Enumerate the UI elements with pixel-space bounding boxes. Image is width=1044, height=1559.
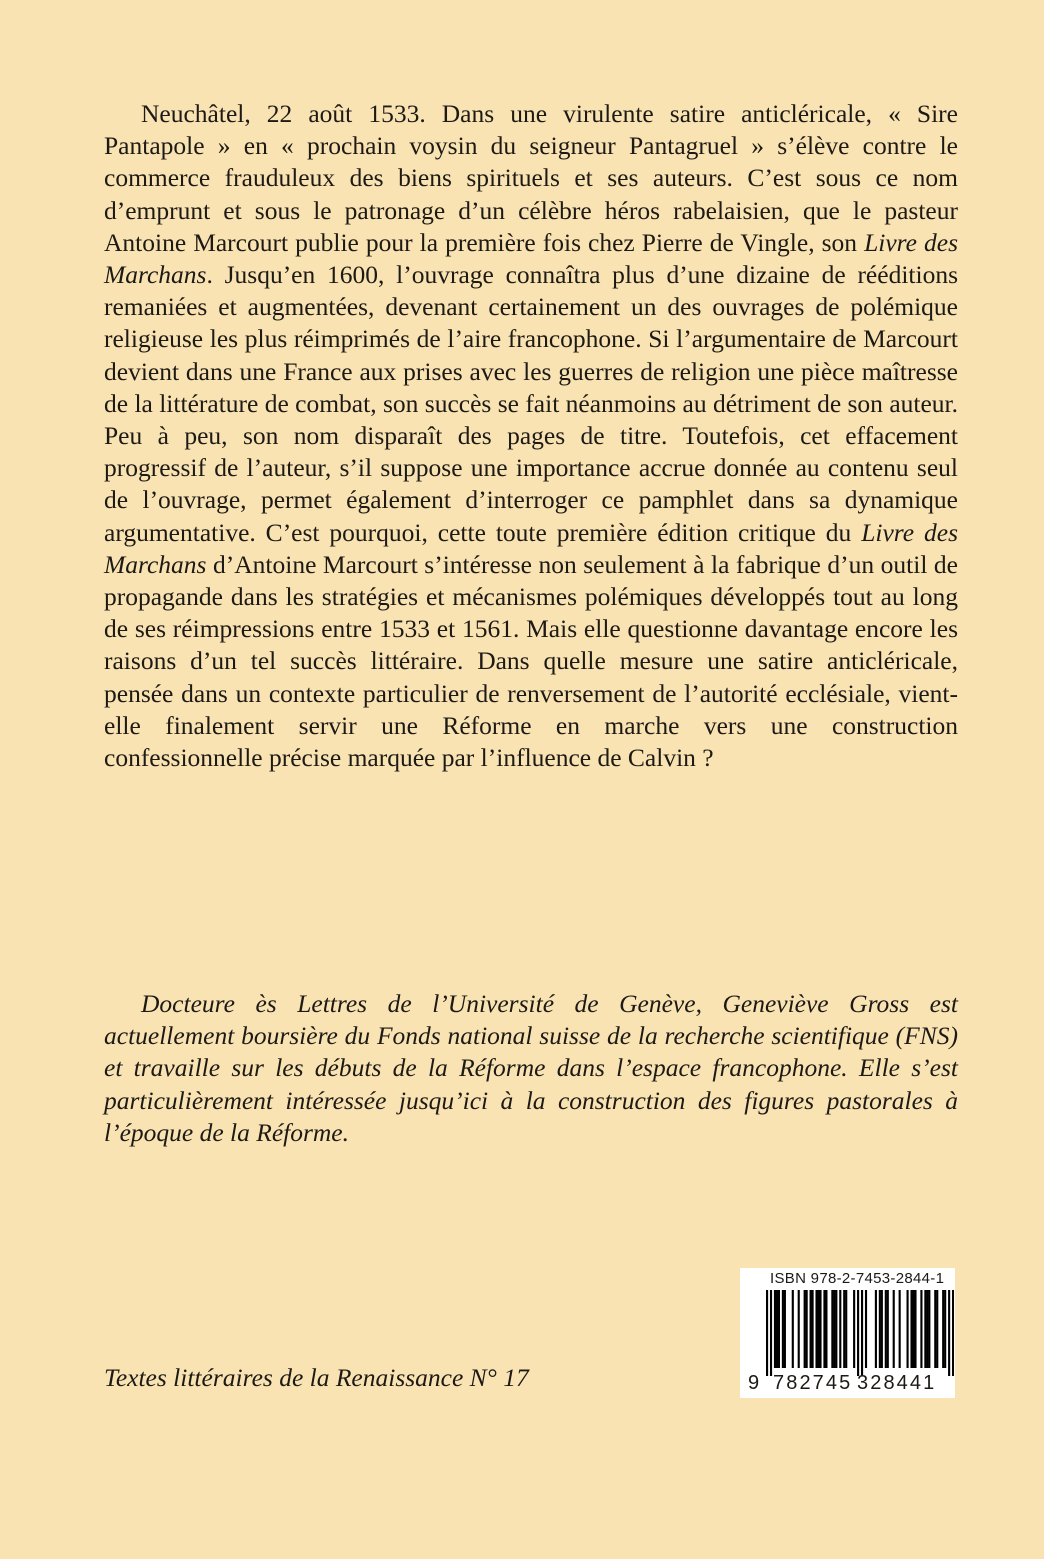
barcode-bar — [845, 1290, 847, 1368]
barcode-bar — [831, 1290, 833, 1368]
barcode-guard-bar — [952, 1290, 954, 1376]
barcode-bar — [782, 1290, 784, 1368]
ean-right-group: 328441 — [857, 1372, 937, 1394]
barcode-guard-bar — [857, 1290, 859, 1376]
barcode-bar — [879, 1290, 881, 1368]
barcode-bar — [792, 1290, 794, 1368]
barcode-bar — [936, 1290, 938, 1368]
barcode-bar — [825, 1290, 827, 1368]
barcode-bar — [912, 1290, 914, 1368]
book-title-1: Livre des Marchans — [104, 227, 959, 290]
summary-text-1: Neuchâtel, 22 août 1533. Dans une virulente satire anticléricale, « Sire Pantapole » en « prochain voysin du seigneur Pantagruel » s’élève contre le commerce frauduleux des biens spirituels et ses auteurs. C’est sous ce nom d’emprunt et sous le patronage d’un célèbre héros rabelaisien, que le pasteur Antoine Marcourt publie pour la première fois chez Pierre de Vingle, son — [104, 99, 958, 257]
barcode-bar — [910, 1290, 912, 1368]
barcode-bar — [875, 1290, 877, 1368]
barcode-bar — [893, 1290, 895, 1368]
book-summary — [104, 98, 958, 774]
barcode-bar — [784, 1290, 786, 1368]
isbn-barcode — [740, 1268, 955, 1398]
barcode-guard-bar — [770, 1290, 772, 1376]
barcode-bar — [853, 1290, 855, 1368]
barcode-bar — [843, 1290, 845, 1368]
barcode-bar — [817, 1290, 819, 1368]
barcode-guard-bar — [766, 1290, 768, 1376]
ean-first-digit: 9 — [748, 1372, 760, 1394]
ean-digits — [740, 1371, 955, 1395]
barcode-bar — [839, 1290, 841, 1368]
barcode-bar — [885, 1290, 887, 1368]
barcode-bar — [806, 1290, 808, 1368]
barcode-bars — [766, 1290, 954, 1376]
barcode-bar — [899, 1290, 901, 1368]
barcode-bar — [944, 1290, 946, 1368]
ean-left-group: 782745 — [773, 1372, 853, 1394]
book-title-2: Livre des Marchans — [104, 517, 959, 579]
barcode-bar — [907, 1290, 909, 1368]
barcode-bar — [833, 1290, 835, 1368]
barcode-guard-bar — [861, 1290, 863, 1376]
barcode-bar — [774, 1290, 776, 1368]
barcode-bar — [887, 1290, 889, 1368]
barcode-bar — [942, 1290, 944, 1368]
barcode-bar — [934, 1290, 936, 1368]
summary-text-2: . Jusqu’en 1600, l’ouvrage connaîtra plus d’une dizaine de rééditions remaniées et augmentées, devenant certainement un des ouvrages de polémique religieuse les plus réimprimés de l’aire francophone. Si l’argumentaire de Marcourt devient dans une France aux prises avec les guerres de religion une pièce maîtresse de la littérature de combat, son succès se fait néanmoins au détriment de son auteur. Peu à peu, son nom disparaît des pages de titre. Toutefois, cet effacement progressif de l’auteur, s’il suppose une importance accrue donnée au contenu seul de l’ouvrage, permet également d’interroger ce pamphlet dans sa dynamique argumentative. C’est pourquoi, cette toute première édition critique du — [104, 260, 958, 547]
barcode-guard-bar — [948, 1290, 950, 1376]
barcode-bar — [926, 1290, 928, 1368]
author-bio: Docteure ès Lettres de l’Université de Genève, Geneviève Gross est actuellement boursière du Fonds national suisse de la recherche scientifique (FNS) et travaille sur les débuts de la Réforme dans l’espace francophone. Elle s’est particulièrement intéressée jusqu’ici à la construction des figures pastorales à l’époque de la Réforme. — [104, 989, 958, 1147]
barcode-bar — [835, 1290, 837, 1368]
summary-text-3: d’Antoine Marcourt s’intéresse non seulement à la fabrique d’un outil de propagande dans les stratégies et mécanismes polémiques développés tout au long de ses réimpressions entre 1533 et 1561. Mais elle questionne davantage encore les raisons d’un tel succès littéraire. Dans quelle mesure une satire anticléricale, pensée dans un contexte particulier de renversement de l’autorité ecclésiale, vient-elle finalement servir une Réforme en marche vers une construction confessionnelle précise marquée par l’influence de Calvin ? — [104, 549, 958, 773]
barcode-bar — [865, 1290, 867, 1368]
barcode-bar — [778, 1290, 780, 1368]
barcode-bar — [914, 1290, 916, 1368]
barcode-bar — [819, 1290, 821, 1368]
barcode-bar — [881, 1290, 883, 1368]
isbn-label: ISBN 978-2-7453-2844-1 — [770, 1270, 945, 1287]
barcode-bar — [798, 1290, 800, 1368]
barcode-bar — [810, 1290, 812, 1368]
barcode-bar — [823, 1290, 825, 1368]
barcode-bar — [815, 1290, 817, 1368]
barcode-bar — [928, 1290, 930, 1368]
series-title: Textes littéraires de la Renaissance N° 17 — [104, 1363, 529, 1392]
barcode-bar — [804, 1290, 806, 1368]
barcode-bar — [812, 1290, 814, 1368]
barcode-bar — [776, 1290, 778, 1368]
barcode-bar — [924, 1290, 926, 1368]
barcode-bar — [920, 1290, 922, 1368]
